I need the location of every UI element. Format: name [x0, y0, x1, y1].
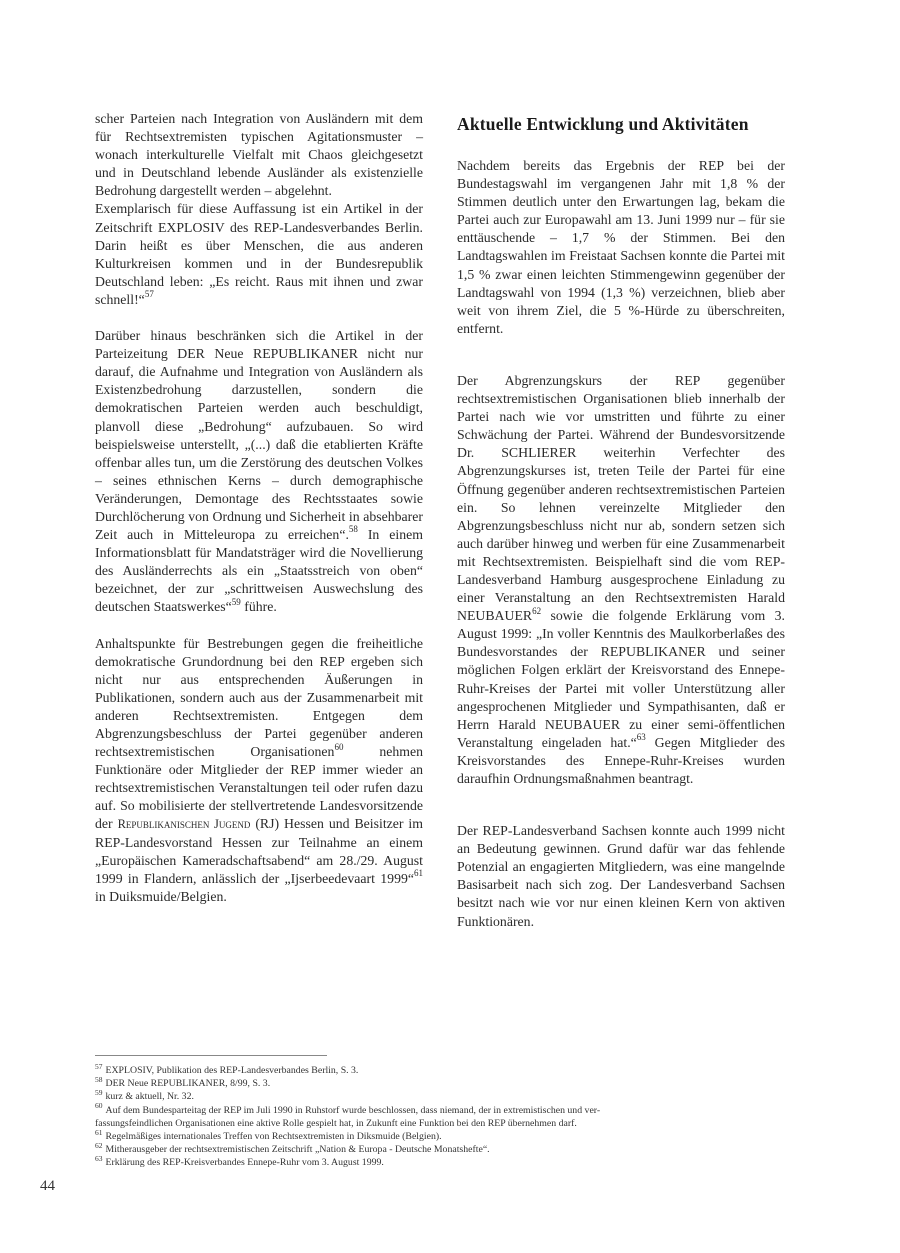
section-heading: Aktuelle Entwicklung und Aktivitäten	[457, 114, 749, 134]
footnote-reference[interactable]: 59	[231, 596, 241, 607]
paragraph: Nachdem bereits das Ergebnis der REP bei der Bundestagswahl im vergangenen Jahr mit 1,8 % der Stimmen deutlich unter den Erwartungen lag, bekam die Partei auch zur Europawahl am 13. Juni 1999 nur – für sie enttäuschende – 1,7 % der Stimmen. Bei den Landtagswahlen im Freistaat Sachsen konnte die Partei mit 1,5 % zwar einen leichten Stimmengewinn gegenüber der Landtagswahl von 1994 (1,3 %) verzeichnen, blieb aber weit von ihrem Ziel, die 5 %-Hürde zu überschreiten, entfernt.	[457, 158, 785, 336]
footnote-divider	[95, 1055, 327, 1056]
footnote: $^{57}$ EXPLOSIV, Publikation des REP-Landesverbandes Berlin, S. 3.	[95, 1061, 359, 1076]
footnote: $^{59}$ kurz & aktuell, Nr. 32.	[95, 1088, 194, 1103]
footnote: $^{60}$ Auf dem Bundesparteitag der REP im Juli 1990 in Ruhstorf wurde beschlossen, dass niemand, der in extremistischen und ver-	[95, 1101, 601, 1116]
paragraph: scher Parteien nach Integration von Ausländern mit dem für Rechtsextremisten typischen Agitationsmuster – wonach interkulturelle Vielfalt mit Chaos gleichgesetzt und in Deutschland lebende Ausländer als existenzielle Bedrohung dargestellt werden – abgelehnt.	[95, 111, 423, 199]
left-column	[95, 110, 423, 906]
footnote-reference[interactable]: 63	[636, 732, 646, 743]
footnote: $^{58}$ DER Neue REPUBLIKANER, 8/99, S. 3.	[95, 1074, 271, 1090]
footnote: $^{62}$ Mitherausgeber der rechtsextremistischen Zeitschrift „Nation & Europa - Deutsche Monatshefte“.	[95, 1140, 490, 1156]
footnote-continuation: fassungsfeindlichen Organisationen eine aktive Rolle gespielt hat, in Zukunft eine Funktion bei den REP übernehmen darf.	[95, 1117, 577, 1129]
footnote-reference[interactable]: 60	[334, 741, 344, 752]
page-number: 44	[40, 1178, 55, 1194]
footnote-reference[interactable]: 61	[414, 868, 423, 879]
footnote: $^{61}$ Regelmäßiges internationales Treffen von Rechtsextremisten in Diksmuide (Belgien).	[95, 1127, 442, 1143]
footnote-reference[interactable]: 62	[532, 605, 542, 616]
paragraph: Anhaltspunkte für Bestrebungen gegen die freiheitliche demokratische Grundordnung bei den REP ergeben sich nicht nur aus entsprechenden Äußerungen in Publikationen, sondern auch aus der Zusammenarbeit mit anderen Rechtsextremisten. Entgegen dem Abgrenzungsbeschluss der Partei gegenüber anderen rechtsextremistischen Organisationen$^{60}$ nehmen Funktionäre oder Mitglieder der REP immer wieder an rechtsextremistischen Veranstaltungen teil oder rufen dazu auf. So mobilisierte der stellvertretende Landesvorsitzende der Republikanischen Jugend (RJ) Hessen und Beisitzer im REP-Landesvorstand Hessen zur Teilnahme an einem „Europäischen Kameradschaftsabend“ am 28./29. August 1999 in Flandern, anlässlich der „Ijserbeedevaart 1999“$^{61}$ in Duiksmuide/Belgien.	[95, 635, 423, 904]
footnotes	[95, 1061, 795, 1170]
paragraph: Der Abgrenzungskurs der REP gegenüber rechtsextremistischen Organisationen blieb innerhalb der Partei nach wie vor umstritten und führte zu einer Schwächung der Partei. Während der Bundesvorsitzende Dr. SCHLIERER weiterhin Verfechter des Abgrenzungskurses ist, treten Teile der Partei für eine Öffnung gegenüber anderen rechtsextremistischen Parteien ein. So lehnen vereinzelte Mitglieder den Abgrenzungsbeschluss nicht nur ab, sondern setzen sich auch darüber hinweg und werben für eine Zusammenarbeit mit Rechtsextremisten. Beispielhaft sind die vom REP-Landesverband Hamburg ausgesprochene Einladung zu einer Veranstaltung an den Rechtsextremisten Harald NEUBAUER$^{62}$ sowie die folgende Erklärung vom 3. August 1999: „In voller Kenntnis des Maulkorberlaßes des Bundesvorstandes der REPUBLIKANER und seiner möglichen Folgen erklärt der Kreisvorstand des Ennepe-Ruhr-Kreises der Partei mit voller Unterstützung aller angesprochenen Mitglieder und Sympathisanten, daß er Herrn Harald NEUBAUER zu einer semi-öffentlichen Veranstaltung eingeladen hat.“$^{63}$ Gegen Mitglieder des Kreisvorstandes des Ennepe-Ruhr-Kreises wurden daraufhin Ordnungsmaßnahmen beantragt.	[457, 372, 785, 786]
paragraph: Darüber hinaus beschränken sich die Artikel in der Parteizeitung DER Neue REPUBLIKANER nicht nur darauf, die Aufnahme und Integration von Ausländern als Existenzbedrohung darzustellen, sondern die demokratischen Parteien werden auch beschuldigt, planvoll diese „Bedrohung“ aufzubauen. So wird beispielsweise unterstellt, „(...) daß die etablierten Kräfte offenbar alles tun, um die Zerstörung des deutschen Volkes – seines ethnischen Kerns – durch demographische Veränderungen, Demontage des Rechtsstaates sowie Durchlöcherung von Ordnung und Sicherheit in absehbarer Zeit auch in Mitteleuropa zu erreichen“.$^{58}$ In einem Informationsblatt für Mandatsträger wird die Novellierung des Ausländerrechts als ein „Staatsstreich von oben“ bezeichnet, der zur „schrittweisen Auswechslung des deutschen Staatswerkes“$^{59}$ führe.	[95, 328, 423, 615]
paragraph: Der REP-Landesverband Sachsen konnte auch 1999 nicht an Bedeutung gewinnen. Grund dafür war das fehlende Potenzial an engagierten Mitgliedern, was eine mangelnde Basisarbeit nach sich zog. Der Landesverband Sachsen besitzt nach wie vor nur einen kleinen Kern von aktiven Funktionären.	[457, 823, 785, 929]
footnote-reference[interactable]: 58	[348, 524, 358, 535]
paragraph: Exemplarisch für diese Auffassung ist ein Artikel in der Zeitschrift EXPLOSIV des REP-Landesverbandes Berlin. Darin heißt es über Menschen, die aus anderen Kulturkreisen kommen und in der Bundesrepublik Deutschland leben: „Es reicht. Raus mit ihnen und zwar schnell!“$^{57}$	[95, 201, 423, 307]
right-column	[457, 110, 785, 931]
footnote-reference[interactable]: 57	[144, 289, 154, 300]
footnote: $^{63}$ Erklärung des REP-Kreisverbandes Ennepe-Ruhr vom 3. August 1999.	[95, 1154, 384, 1169]
